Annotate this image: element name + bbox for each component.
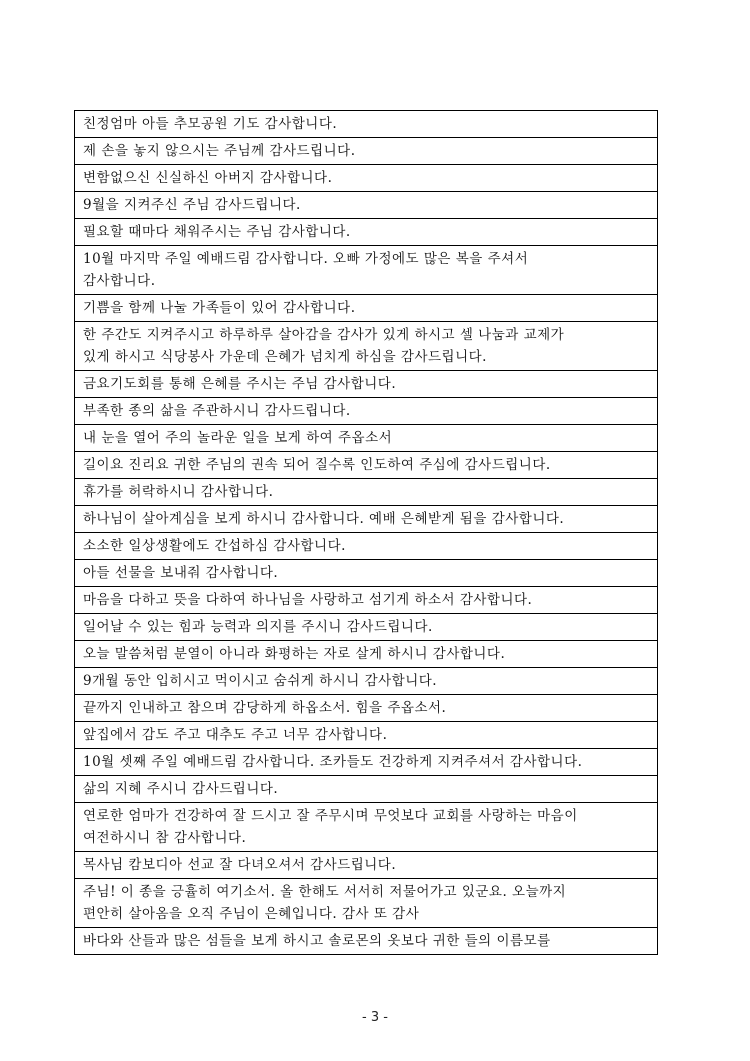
prayer-entry: 소소한 일상생활에도 간섭하심 감사합니다. bbox=[75, 533, 658, 560]
prayer-entry: 일어날 수 있는 힘과 능력과 의지를 주시니 감사드립니다. bbox=[75, 614, 658, 641]
table-row bbox=[75, 479, 658, 506]
table-row bbox=[75, 928, 658, 955]
prayer-entry: 마음을 다하고 뜻을 다하여 하나님을 사랑하고 섬기게 하소서 감사합니다. bbox=[75, 587, 658, 614]
table-row bbox=[75, 749, 658, 776]
prayer-entry: 길이요 진리요 귀한 주님의 권속 되어 질수록 인도하여 주심에 감사드립니다. bbox=[75, 452, 658, 479]
table-row bbox=[75, 322, 658, 371]
prayer-entry: 필요할 때마다 채워주시는 주님 감사합니다. bbox=[75, 219, 658, 246]
prayer-entry: 삶의 지혜 주시니 감사드립니다. bbox=[75, 776, 658, 803]
table-row bbox=[75, 295, 658, 322]
prayer-entry: 기쁨을 함께 나눌 가족들이 있어 감사합니다. bbox=[75, 295, 658, 322]
table-row bbox=[75, 398, 658, 425]
prayer-entry: 연로한 엄마가 건강하여 잘 드시고 잘 주무시며 무엇보다 교회를 사랑하는 마음이 여전하시니 참 감사합니다. bbox=[75, 803, 658, 852]
prayer-entry: 하나님이 살아계심을 보게 하시니 감사합니다. 예배 은혜받게 됨을 감사합니다. bbox=[75, 506, 658, 533]
table-row bbox=[75, 879, 658, 928]
table-row bbox=[75, 533, 658, 560]
prayer-entry: 목사님 캄보디아 선교 잘 다녀오셔서 감사드립니다. bbox=[75, 852, 658, 879]
table-row bbox=[75, 371, 658, 398]
table-row bbox=[75, 165, 658, 192]
prayer-entry: 한 주간도 지켜주시고 하루하루 살아감을 감사가 있게 하시고 셀 나눔과 교제가 있게 하시고 식당봉사 가운데 은혜가 넘치게 하심을 감사드립니다. bbox=[75, 322, 658, 371]
prayer-entry: 오늘 말씀처럼 분열이 아니라 화평하는 자로 살게 하시니 감사합니다. bbox=[75, 641, 658, 668]
table-row bbox=[75, 452, 658, 479]
prayer-entry: 바다와 산들과 많은 섬들을 보게 하시고 솔로몬의 옷보다 귀한 들의 이름모를 bbox=[75, 928, 658, 955]
table-row bbox=[75, 852, 658, 879]
table-row bbox=[75, 425, 658, 452]
table-row bbox=[75, 111, 658, 138]
table-row bbox=[75, 803, 658, 852]
prayer-entry: 9월을 지켜주신 주님 감사드립니다. bbox=[75, 192, 658, 219]
prayer-entry: 앞집에서 감도 주고 대추도 주고 너무 감사합니다. bbox=[75, 722, 658, 749]
prayer-entry: 내 눈을 열어 주의 놀라운 일을 보게 하여 주옵소서 bbox=[75, 425, 658, 452]
table-row bbox=[75, 587, 658, 614]
table-row bbox=[75, 776, 658, 803]
prayer-entry: 9개월 동안 입히시고 먹이시고 숨쉬게 하시니 감사합니다. bbox=[75, 668, 658, 695]
table-row bbox=[75, 722, 658, 749]
prayer-entry: 10월 마지막 주일 예배드림 감사합니다. 오빠 가정에도 많은 복을 주셔서 감사합니다. bbox=[75, 246, 658, 295]
table-row bbox=[75, 668, 658, 695]
table-row bbox=[75, 246, 658, 295]
table-row bbox=[75, 219, 658, 246]
prayer-entry: 휴가를 허락하시니 감사합니다. bbox=[75, 479, 658, 506]
prayer-entry: 금요기도회를 통해 은혜를 주시는 주님 감사합니다. bbox=[75, 371, 658, 398]
prayer-entry: 친정엄마 아들 추모공원 기도 감사합니다. bbox=[75, 111, 658, 138]
table-row bbox=[75, 695, 658, 722]
table-row bbox=[75, 192, 658, 219]
prayer-entry: 끝까지 인내하고 참으며 감당하게 하옵소서. 힘을 주옵소서. bbox=[75, 695, 658, 722]
prayer-entry: 주님! 이 종을 긍휼히 여기소서. 올 한해도 서서히 저물어가고 있군요. 오늘까지 편안히 살아옴을 오직 주님이 은혜입니다. 감사 또 감사 bbox=[75, 879, 658, 928]
table-row bbox=[75, 138, 658, 165]
page-number: - 3 - bbox=[362, 1010, 388, 1025]
table-row bbox=[75, 560, 658, 587]
prayer-entry: 제 손을 놓지 않으시는 주님께 감사드립니다. bbox=[75, 138, 658, 165]
prayer-list-table bbox=[74, 110, 658, 955]
prayer-entry: 10월 셋째 주일 예배드림 감사합니다. 조카들도 건강하게 지켜주셔서 감사합니다. bbox=[75, 749, 658, 776]
table-row bbox=[75, 641, 658, 668]
table-row bbox=[75, 614, 658, 641]
prayer-entry: 부족한 종의 삶을 주관하시니 감사드립니다. bbox=[75, 398, 658, 425]
prayer-entry: 아들 선물을 보내줘 감사합니다. bbox=[75, 560, 658, 587]
table-row bbox=[75, 506, 658, 533]
prayer-entry: 변함없으신 신실하신 아버지 감사합니다. bbox=[75, 165, 658, 192]
